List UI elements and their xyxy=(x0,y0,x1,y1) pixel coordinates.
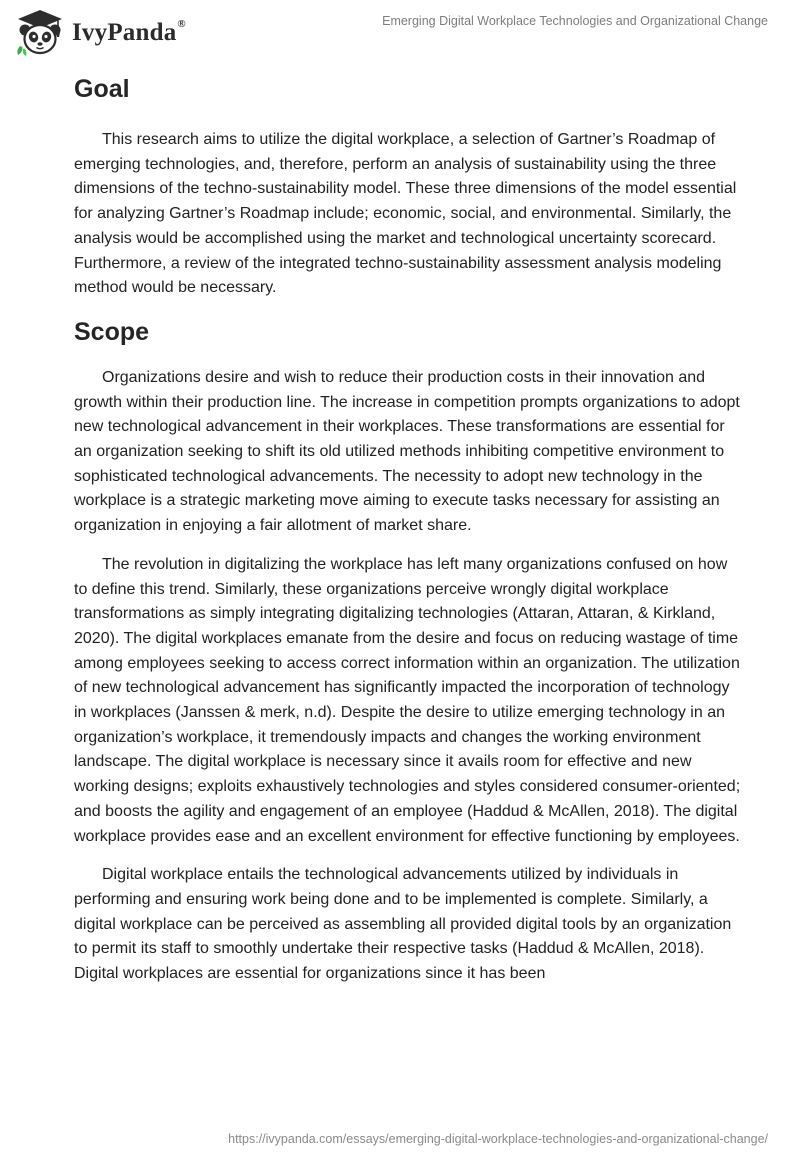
goal-paragraph-1: This research aims to utilize the digital workplace, a selection of Gartner’s Roadmap of emerging technologies, and, therefore, perform an analysis of sustainability using the three dimensions of the techno-sustainability model. These three dimensions of the model essential for analyzing Gartner’s Roadmap include; economic, social, and environmental. Similarly, the analysis would be accomplished using the market and technological uncertainty scorecard. Furthermore, a review of the integrated techno-sustainability assessment analysis modeling method would be necessary. xyxy=(74,131,737,297)
registered-mark: ® xyxy=(177,17,186,30)
section-heading-goal: Goal xyxy=(74,75,130,103)
scope-paragraph-3: Digital workplace entails the technological advancements utilized by individuals in performing and ensuring work being done and to be implemented is complete. Similarly, a digital workplace can be perceived as assembling all provided digital tools by an organization to permit its staff to smoothly undertake their respective tasks (Haddud & McAllen, 2018). Digital workplaces are essential for organizations since it has been xyxy=(74,866,732,983)
essay-content xyxy=(74,70,744,1001)
site-logo[interactable] xyxy=(14,8,186,58)
scope-paragraph-1: Organizations desire and wish to reduce their production costs in their innovation and growth within their production line. The increase in competition prompts organizations to adopt new technological advancement in their workplaces. These transformations are essential for an organization seeking to shift its old utilized methods inhibiting competitive environment to sophisticated technological advancements. The necessity to adopt new technology in the workplace is a strategic marketing move aiming to execute tasks necessary for assisting an organization in enjoying a fair allotment of market share. xyxy=(74,368,740,535)
footer-source-url[interactable]: https://ivypanda.com/essays/emerging-digital-workplace-technologies-and-organizational-change/ xyxy=(228,1132,768,1146)
document-title: Emerging Digital Workplace Technologies and Organizational Change xyxy=(382,14,768,28)
panda-graduation-cap-icon xyxy=(14,8,66,58)
section-heading-scope: Scope xyxy=(74,317,150,346)
scope-paragraph-2: The revolution in digitalizing the workplace has left many organizations confused on how to define this trend. Similarly, these organizations perceive wrongly digital workplace transformations as simply integrating digitalizing technologies (Attaran, Attaran, & Kirkland, 2020). The digital workplaces emanate from the desire and focus on reducing wastage of time among employees seeking to access correct information within an organization. The utilization of new technological advancement has significantly impacted the incorporation of technology in workplaces (Janssen & merk, n.d). Despite the desire to utilize emerging technology in an organization’s workplace, it tremendously impacts and changes the working environment landscape. The digital workplace is necessary since it avails room for effective and new working designs; exploits exhaustively technologies and styles considered consumer-oriented; and boosts the agility and engagement of an employee (Haddud & McAllen, 2018). The digital workplace provides ease and an excellent environment for effective functioning by employees. xyxy=(74,555,741,845)
brand-name: IvyPanda® xyxy=(72,17,186,46)
